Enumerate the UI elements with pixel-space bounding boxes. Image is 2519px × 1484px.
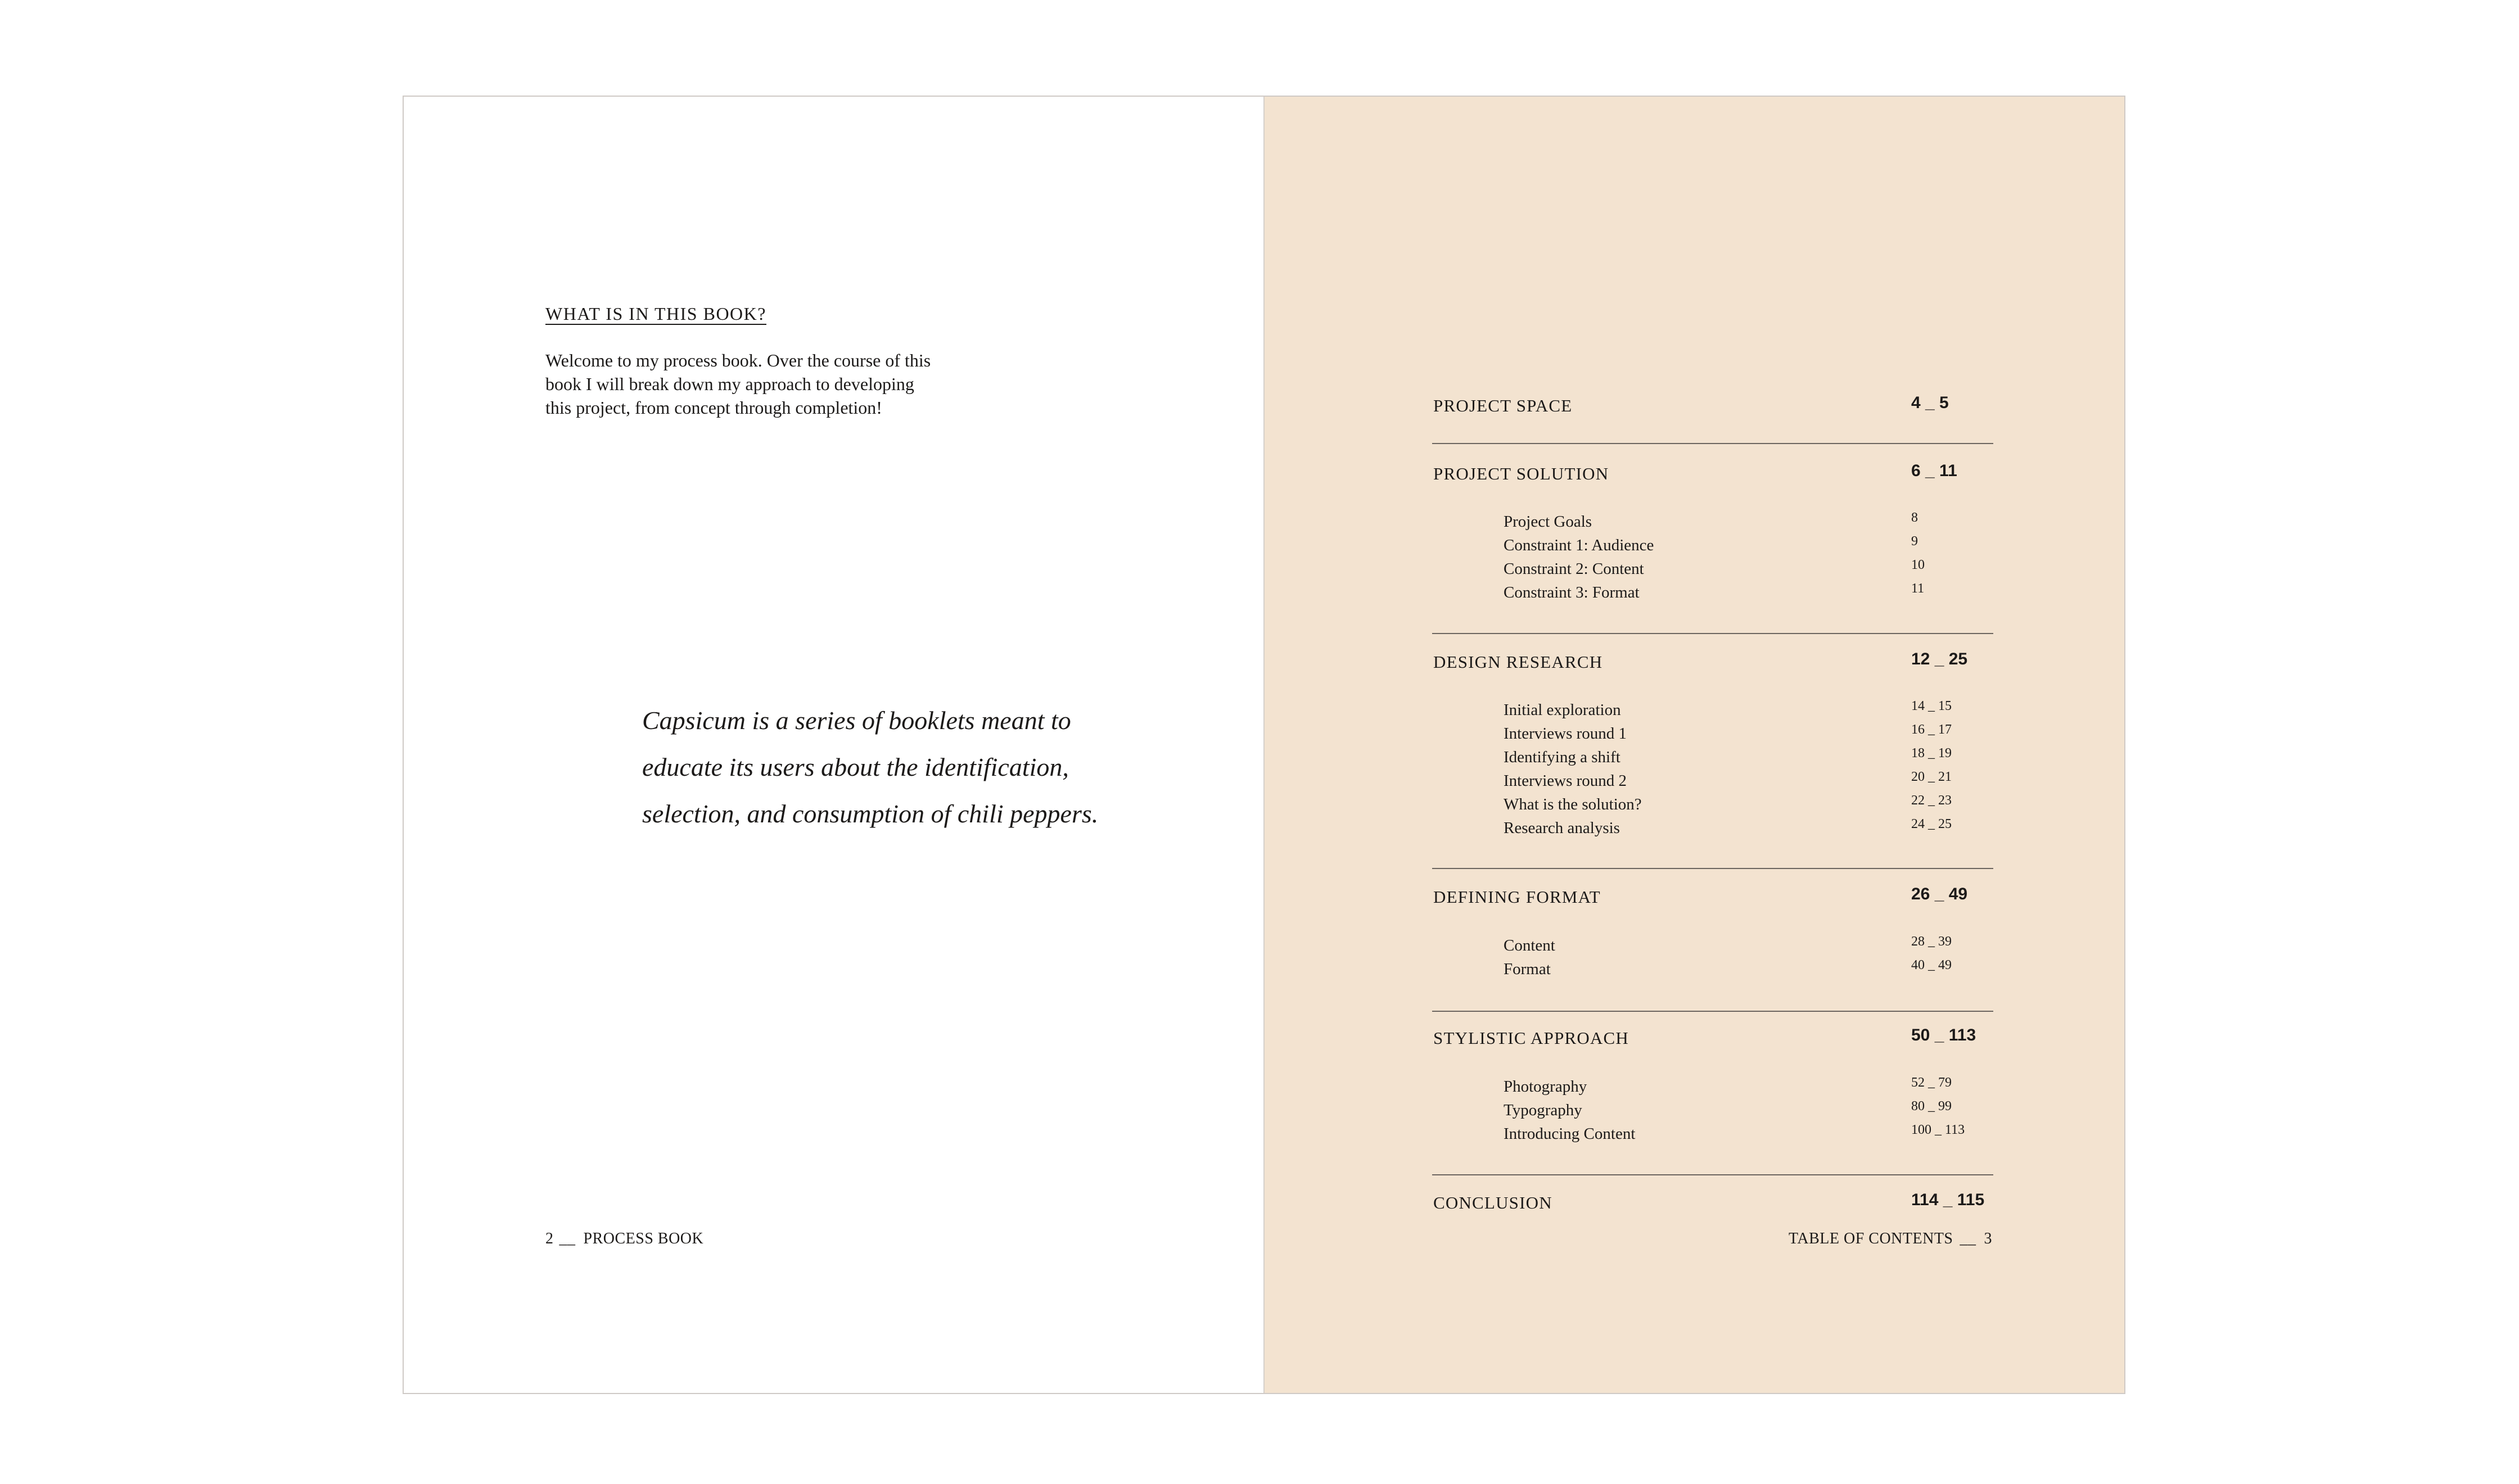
toc-subentry-label: Identifying a shift xyxy=(1504,748,1620,766)
toc-subentry-pages: 16 _ 17 xyxy=(1911,722,1952,737)
toc-subentry xyxy=(1504,510,1998,535)
pull-quote xyxy=(642,697,1148,837)
toc-subentry-label: Introducing Content xyxy=(1504,1125,1636,1143)
toc-subentry xyxy=(1504,1125,1998,1147)
quote-line: selection, and consumption of chili peppers. xyxy=(642,799,1099,828)
toc-subentry xyxy=(1504,701,1998,723)
toc-section-row xyxy=(1433,887,1996,910)
folio-label: PROCESS BOOK xyxy=(583,1230,704,1247)
folio-label: TABLE OF CONTENTS xyxy=(1789,1230,1953,1247)
toc-section-row xyxy=(1433,1028,1996,1051)
toc-subentry-pages: 40 _ 49 xyxy=(1911,958,1952,972)
toc-subentry-pages: 52 _ 79 xyxy=(1911,1075,1952,1090)
toc-subentry-label: Constraint 1: Audience xyxy=(1504,536,1654,554)
folio-left xyxy=(545,1230,703,1248)
toc-divider xyxy=(1432,633,1993,634)
toc-subentry-label: Typography xyxy=(1504,1101,1582,1119)
left-page xyxy=(404,97,1265,1393)
toc-section-pages: 4 _ 5 xyxy=(1911,393,1949,412)
toc-divider xyxy=(1432,1011,1993,1012)
toc-section-row xyxy=(1433,464,1996,486)
toc-subentry-label: Research analysis xyxy=(1504,819,1620,837)
toc-subentry-pages: 24 _ 25 xyxy=(1911,817,1952,831)
toc-subentry-label: Interviews round 2 xyxy=(1504,772,1627,790)
toc-divider xyxy=(1432,443,1993,444)
toc-subentry xyxy=(1504,536,1998,559)
toc-subentry-pages: 8 xyxy=(1911,510,1918,525)
intro-line: Welcome to my process book. Over the course of this xyxy=(545,350,931,370)
toc-subentry xyxy=(1504,936,1998,959)
toc-subentry-pages: 14 _ 15 xyxy=(1911,699,1952,713)
toc-subentry-pages: 100 _ 113 xyxy=(1911,1123,1965,1137)
toc-subentry xyxy=(1504,960,1998,983)
table-of-contents xyxy=(1265,97,2124,1393)
toc-section-row xyxy=(1433,393,1996,418)
toc-section-title: PROJECT SPACE xyxy=(1433,396,1573,415)
toc-subentry xyxy=(1504,795,1998,818)
toc-section-row xyxy=(1433,652,1996,675)
toc-section-pages: 50 _ 113 xyxy=(1911,1026,1976,1044)
toc-section-pages: 12 _ 25 xyxy=(1911,650,1968,668)
toc-subentry xyxy=(1504,722,1998,747)
right-page xyxy=(1265,97,2124,1393)
toc-subentry-pages: 11 xyxy=(1911,581,1925,596)
toc-subentry-pages: 80 _ 99 xyxy=(1911,1099,1952,1114)
intro-line: book I will break down my approach to developing xyxy=(545,374,914,394)
toc-subentry xyxy=(1504,748,1998,771)
toc-subentry-label: Interviews round 1 xyxy=(1504,725,1627,743)
quote-line: Capsicum is a series of booklets meant to xyxy=(642,706,1071,735)
toc-subentry xyxy=(1504,560,1998,582)
toc-subentry-label: Constraint 3: Format xyxy=(1504,583,1640,601)
folio-page-number: 3 xyxy=(1984,1230,1992,1247)
toc-subentry xyxy=(1504,583,1998,606)
toc-section-title: DEFINING FORMAT xyxy=(1433,887,1601,907)
toc-section-title: PROJECT SOLUTION xyxy=(1433,464,1609,483)
toc-section-title: CONCLUSION xyxy=(1433,1193,1552,1212)
toc-subentry-label: Photography xyxy=(1504,1078,1587,1096)
toc-divider xyxy=(1432,1174,1993,1175)
intro-heading: WHAT IS IN THIS BOOK? xyxy=(545,304,766,324)
toc-divider xyxy=(1432,868,1993,869)
toc-subentry-label: What is the solution? xyxy=(1504,795,1642,813)
toc-subentry xyxy=(1504,1101,1998,1124)
toc-section-row xyxy=(1433,1193,1996,1215)
toc-subentry xyxy=(1504,819,1998,841)
toc-subentry xyxy=(1504,1075,1998,1100)
toc-subentry-pages: 20 _ 21 xyxy=(1911,770,1952,784)
folio-dash: __ xyxy=(1960,1230,1976,1247)
toc-section-title: DESIGN RESEARCH xyxy=(1433,652,1603,672)
folio-page-number: 2 xyxy=(545,1230,554,1247)
folio-right xyxy=(1789,1230,1992,1248)
toc-subentry-label: Content xyxy=(1504,936,1555,954)
toc-section-pages: 26 _ 49 xyxy=(1911,885,1968,903)
toc-section-title: STYLISTIC APPROACH xyxy=(1433,1028,1629,1048)
toc-subentry-label: Format xyxy=(1504,960,1551,978)
toc-subentry-pages: 18 _ 19 xyxy=(1911,746,1952,761)
toc-section-pages: 6 _ 11 xyxy=(1911,462,1957,480)
toc-subentry xyxy=(1504,772,1998,794)
quote-line: educate its users about the identification, xyxy=(642,753,1069,781)
toc-subentry-pages: 22 _ 23 xyxy=(1911,793,1952,808)
folio-dash: __ xyxy=(559,1230,576,1247)
intro-line: this project, from concept through completion! xyxy=(545,397,882,418)
toc-subentry-pages: 28 _ 39 xyxy=(1911,934,1952,949)
toc-subentry-pages: 9 xyxy=(1911,534,1918,549)
intro-paragraph xyxy=(545,349,995,419)
book-spread xyxy=(403,96,2125,1394)
toc-section-pages: 114 _ 115 xyxy=(1911,1191,1985,1209)
toc-subentry-label: Project Goals xyxy=(1504,513,1592,531)
toc-subentry-pages: 10 xyxy=(1911,558,1925,572)
toc-subentry-label: Constraint 2: Content xyxy=(1504,560,1644,578)
toc-subentry-label: Initial exploration xyxy=(1504,701,1621,719)
